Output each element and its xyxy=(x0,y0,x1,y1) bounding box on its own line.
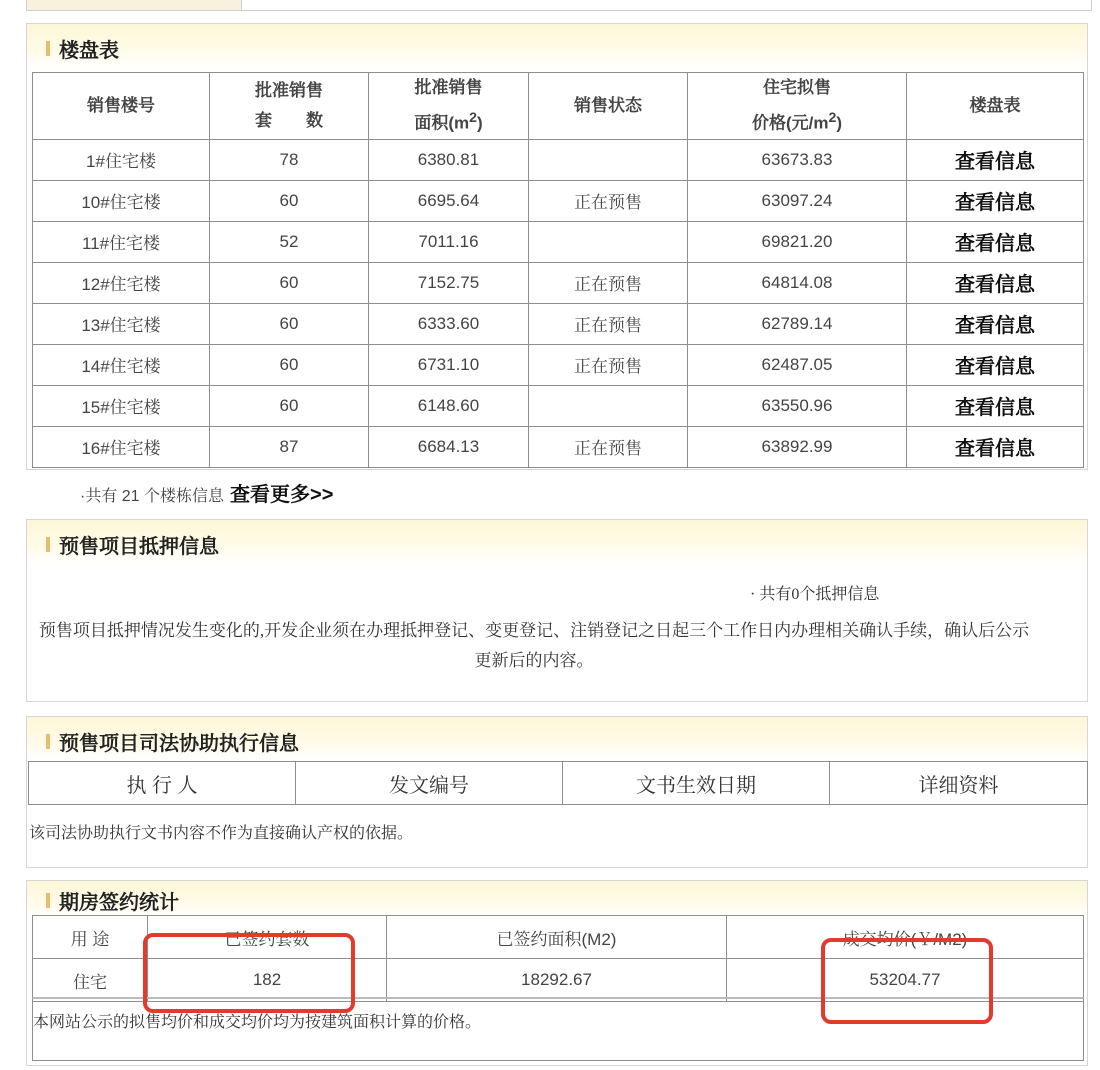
table-row xyxy=(33,180,1084,221)
top-strip xyxy=(26,0,1092,11)
panel-header xyxy=(27,881,1087,917)
sale-status xyxy=(529,139,688,180)
sale-status xyxy=(529,385,688,426)
highlight-signed-units xyxy=(143,933,355,1013)
sale-status xyxy=(529,221,688,262)
building-name: 10#住宅楼 xyxy=(33,180,210,221)
sale-status: 正在预售 xyxy=(529,180,688,221)
col-building: 销售楼号 xyxy=(33,73,210,140)
price: 63673.83 xyxy=(688,139,907,180)
approved-area: 7152.75 xyxy=(369,262,529,303)
signed-units-value: 182 xyxy=(148,959,387,1002)
panel-title: 楼盘表 xyxy=(59,40,119,62)
approved-units: 87 xyxy=(210,426,369,467)
approved-units: 60 xyxy=(210,262,369,303)
col-usage: 用 途 xyxy=(33,916,148,959)
col-area: 批准销售 面积$(m^2)$ xyxy=(369,73,529,140)
mortgage-count: · 共有0个抵押信息 xyxy=(750,586,880,603)
table-row xyxy=(33,385,1084,426)
col-status: 销售状态 xyxy=(529,73,688,140)
approved-area: 6695.64 xyxy=(369,180,529,221)
avg-price-value: 53204.77 xyxy=(727,959,1084,1002)
approved-area: 6333.60 xyxy=(369,303,529,344)
table-row xyxy=(33,221,1084,262)
approved-area: 6684.13 xyxy=(369,426,529,467)
panel-header xyxy=(27,24,1087,68)
view-info-link[interactable]: 查看信息 xyxy=(907,139,1084,180)
table-row xyxy=(33,344,1084,385)
approved-area: 6380.81 xyxy=(369,139,529,180)
col-signed-area: 已签约面积(M2) xyxy=(387,916,727,959)
price: 63892.99 xyxy=(688,426,907,467)
building-name: 16#住宅楼 xyxy=(33,426,210,467)
view-info-link[interactable]: 查看信息 xyxy=(907,426,1084,467)
table-row xyxy=(33,139,1084,180)
view-info-link[interactable]: 查看信息 xyxy=(907,344,1084,385)
top-strip-tab xyxy=(27,0,242,10)
col-details: 详细资料 xyxy=(830,762,1088,805)
title-bar-icon xyxy=(46,734,50,749)
price: 62789.14 xyxy=(688,303,907,344)
col-sheet: 楼盘表 xyxy=(907,73,1084,140)
table-header-row xyxy=(29,762,1088,805)
approved-area: 6148.60 xyxy=(369,385,529,426)
title-bar-icon xyxy=(46,893,50,908)
signed-area-value: 18292.67 xyxy=(387,959,727,1002)
view-info-link[interactable]: 查看信息 xyxy=(907,385,1084,426)
sale-status: 正在预售 xyxy=(529,344,688,385)
approved-units: 78 xyxy=(210,139,369,180)
table-row xyxy=(33,426,1084,467)
panel-header xyxy=(27,520,1087,564)
table-row xyxy=(33,303,1084,344)
more-buildings xyxy=(80,478,333,507)
mortgage-note: 预售项目抵押情况发生变化的,开发企业须在办理抵押登记、变更登记、注销登记之日起三个工作日内办理相关确认手续，确认后公示更新后的内容。 xyxy=(38,621,1030,670)
building-name: 14#住宅楼 xyxy=(33,344,210,385)
usage-value: 住宅 xyxy=(33,959,148,1002)
col-doc-number: 发文编号 xyxy=(296,762,563,805)
col-effective-date: 文书生效日期 xyxy=(563,762,830,805)
approved-units: 60 xyxy=(210,303,369,344)
view-more-link[interactable]: 查看更多>> xyxy=(230,484,334,506)
buildings-count-text: ·共有 21 个楼栋信息 xyxy=(80,488,225,505)
col-signed-units: 已签约套数 xyxy=(148,916,387,959)
sale-status: 正在预售 xyxy=(529,426,688,467)
panel-title: 预售项目抵押信息 xyxy=(59,536,219,558)
col-units: 批准销售 套 数 xyxy=(210,73,369,140)
sale-status: 正在预售 xyxy=(529,262,688,303)
building-name: 1#住宅楼 xyxy=(33,139,210,180)
approved-units: 52 xyxy=(210,221,369,262)
price: 69821.20 xyxy=(688,221,907,262)
building-name: 11#住宅楼 xyxy=(33,221,210,262)
judicial-table xyxy=(28,761,1088,805)
approved-units: 60 xyxy=(210,344,369,385)
col-price: 住宅拟售 价格(元$/m^2$) xyxy=(688,73,907,140)
price: 62487.05 xyxy=(688,344,907,385)
building-name: 15#住宅楼 xyxy=(33,385,210,426)
approved-area: 6731.10 xyxy=(369,344,529,385)
col-executor: 执 行 人 xyxy=(29,762,296,805)
panel-title: 预售项目司法协助执行信息 xyxy=(59,733,299,755)
building-name: 12#住宅楼 xyxy=(33,262,210,303)
col-avg-price: 成交均价(￥/M2) xyxy=(727,916,1084,959)
panel-title: 期房签约统计 xyxy=(59,892,179,914)
table-header-row xyxy=(33,73,1084,140)
buildings-table xyxy=(32,72,1084,468)
judicial-panel xyxy=(26,716,1088,868)
view-info-link[interactable]: 查看信息 xyxy=(907,262,1084,303)
price: 64814.08 xyxy=(688,262,907,303)
approved-units: 60 xyxy=(210,180,369,221)
price: 63097.24 xyxy=(688,180,907,221)
view-info-link[interactable]: 查看信息 xyxy=(907,303,1084,344)
panel-header xyxy=(27,717,1087,761)
building-name: 13#住宅楼 xyxy=(33,303,210,344)
approved-units: 60 xyxy=(210,385,369,426)
price: 63550.96 xyxy=(688,385,907,426)
table-row xyxy=(33,262,1084,303)
view-info-link[interactable]: 查看信息 xyxy=(907,221,1084,262)
view-info-link[interactable]: 查看信息 xyxy=(907,180,1084,221)
buildings-panel xyxy=(26,23,1088,470)
highlight-avg-price xyxy=(821,938,993,1024)
sale-status: 正在预售 xyxy=(529,303,688,344)
contracts-note: 本网站公示的拟售均价和成交均价均为按建筑面积计算的价格。 xyxy=(33,1014,482,1031)
approved-area: 7011.16 xyxy=(369,221,529,262)
title-bar-icon xyxy=(46,537,50,552)
title-bar-icon xyxy=(46,41,50,56)
judicial-note: 该司法协助执行文书内容不作为直接确认产权的依据。 xyxy=(29,825,414,842)
